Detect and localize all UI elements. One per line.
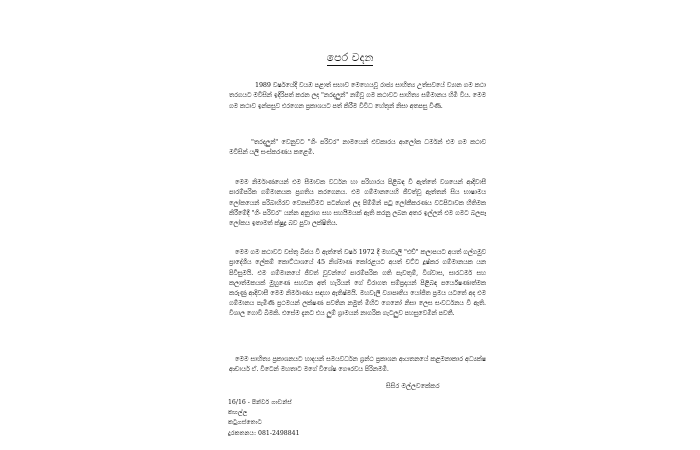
- paragraph-2: "තරදලුන්" වෙනුවට "ගිං පරිවර" නාමයෙන් එවකාරය ආලෝක ධර්මන් එම ගම කථාව මවිසින් යලි සංස්කරණය කළෙමි.: [229, 138, 486, 157]
- paragraph-1: 1989 වර්ෂයේදී වයඹ පළාත් සභාව මෙහෙයවූ රාජ්‍ය සාහිත්‍ය උත්සවයේ ව්‍යාන ගම කථා තරගයට මවිසින් ඉදිරිපත් කරන ලද "නරදලුන්" නම්වූ ගම කථාවට සාහිත්‍ය සම්මානය හිමි විය. මෙම ගම කථාව ඉන්පසුව එරගෙන ප්‍රකාශයට පත් කිරීම විවිධ හේතුන් නිසා අතපසු විණි.: [229, 81, 486, 110]
- address-line-4: දුරකතනය: 081-2498841: [228, 429, 300, 437]
- paragraph-3: මෙම නිර්මාණයෙන් එම සීමාවක වර්ධන හා පරිහාරය පිළිබඳ වී ඇත්තේ වශයෙන් ආදිවාසී පාරම්පරික ගම්මානයක ප්‍රගතිය කරගෙනය. එම ගම්මානයෙහි ජීවත්වූ ඇත්තන් සිය භාෂාමය ලෝකයෙන් පරිබාහිරව වෙනස්වීමට පටන්ගත් ලද පිම්මින් පටු ලෝකීකරණය වටපිටාවක හීතිමක කිරීමේදී "ගිං පරිවර" යන්න අනුරාග සහ සහයීමයක් ඇති කරනු ලබන අතර ඉල්ලන් එම ගමට බලපෑ ලෝකය ඉතාමත් ක්ෂුද්‍ර බව පුවා ලක්ෂිතිය.: [229, 178, 486, 227]
- author-address: [228, 398, 300, 439]
- author-signature: සිසිර මල්ලවකේකර: [386, 382, 440, 390]
- paragraph-4: මෙම ගම කථාවට වස්තු බීජය වී ඇත්තේ වර්ෂ 1972 දී මහවැලි "එච්" කලාපයට අයත් ගල්ගමුව ප්‍රාදේශීය ලේකම් කොට්ඨාශයේ 45 නිශ්මාණ කෝරළයට අයත් චට්ට දූෂ්කර ගම්මානයක යන පිවිසුමයි. එම ගම්මානයේ ජීවත් වූවන්ගේ පාරම්පරික ගති පැවතුම්, විශ්වාස, සාරධර්ම සහ කලාත්මකයක් මුහුණෙ සහවන අත් හැරියන් ගේ චිරාගත සම්ප්‍රදායන් පිළිබඳ පර්යේෂණාත්මක කරුණු ආදිවාසී මෙම නිර්මාණය සඳහා ඇතිෂ්මයි. මහවැලි ව්‍යාපෘතිය යෝජිත ප්‍රමය යටතේ අද එම ගම්මානය පැමිණි ප්‍රථමයන් ලක්ෂණ පවතින නමුත් මිහිට ගෙනෝ නිසා ලෙස සංවර්ධනය වී ඇති. විශාල ගොවි බිමකි. එසේම දැනට එය ලුම් ග්‍රාමයන් නාගරික ගැටලුව පහසුවෙමින් පවතී.: [229, 248, 486, 317]
- document-title-text: පෙර වදන: [326, 51, 374, 64]
- document-title: [0, 51, 700, 65]
- address-line-1: 16/16 - පින්වර් ගාඩන්ස්: [228, 399, 292, 406]
- address-line-3: කටුගස්තොට: [228, 419, 263, 427]
- paragraph-5: මෙම සාහිත්‍ය ප්‍රකාශනයට හාදයන් සමයවර්ධන ග්‍රන්ථ ප්‍රකාශන ආයතනයේ කළමනාකාර අධ්‍යක්ෂ ආචාර්ය ඒ. විටෙන් මහතාට මගේ විශේෂ ගෞරවය පිරිනමමි.: [229, 355, 486, 374]
- address-line-2: කහල්ල: [228, 409, 248, 417]
